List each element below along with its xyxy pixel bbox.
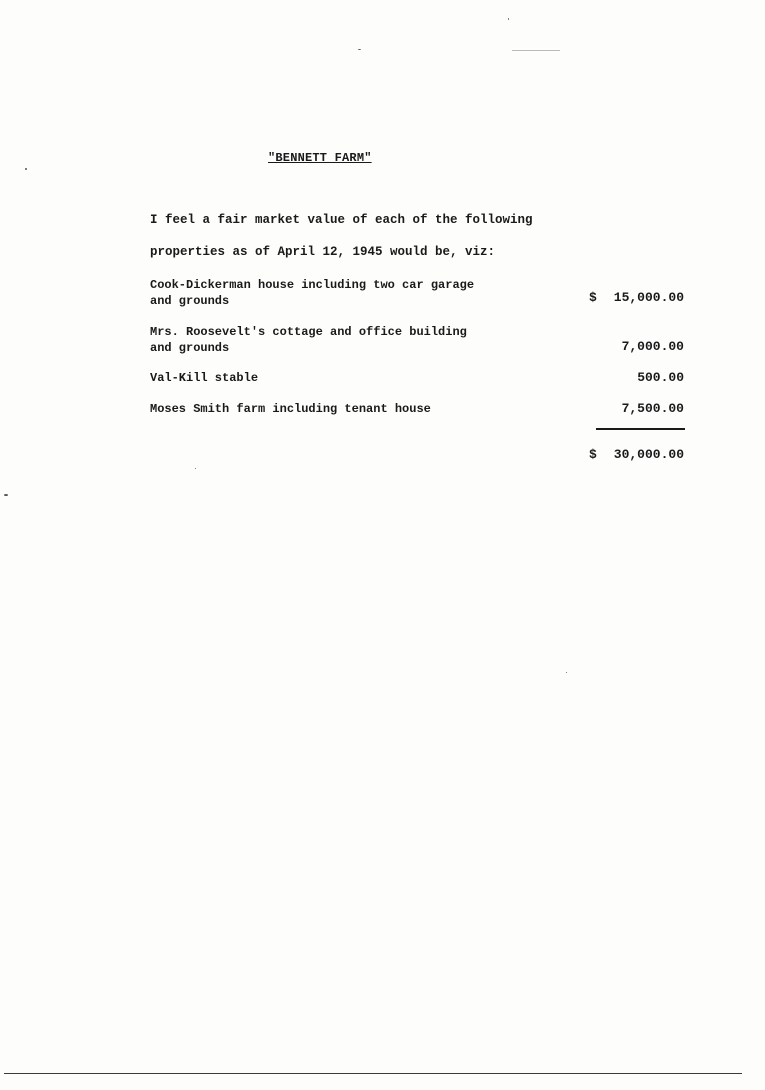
property-item-2-line-1: Mrs. Roosevelt's cottage and office building <box>150 325 467 339</box>
property-item-2-amount: 7,000.00 <box>621 339 684 354</box>
scan-speck <box>4 494 8 496</box>
property-item-1-amount: 15,000.00 <box>613 290 684 305</box>
property-item-3 <box>150 370 258 386</box>
property-item-1 <box>150 277 474 309</box>
document-title: "BENNETT FARM" <box>268 151 372 165</box>
scan-speck <box>566 672 567 673</box>
page-bottom-rule <box>4 1073 742 1074</box>
property-item-1-line-2: and grounds <box>150 294 230 308</box>
scan-speck <box>358 49 361 50</box>
property-item-3-amount: 500.00 <box>637 370 684 385</box>
scan-speck <box>25 168 27 170</box>
scan-speck <box>512 50 560 51</box>
property-item-1-line-1: Cook-Dickerman house including two car garage <box>150 278 475 292</box>
scan-speck <box>195 468 196 469</box>
intro-line-2: properties as of April 12, 1945 would be, viz: <box>150 245 496 259</box>
property-item-3-line-1: Val-Kill stable <box>150 371 259 385</box>
property-item-4 <box>150 401 431 417</box>
property-item-2-line-2: and grounds <box>150 341 230 355</box>
total-amount: 30,000.00 <box>613 447 684 462</box>
scan-speck <box>508 18 509 20</box>
total-rule <box>596 428 685 430</box>
property-item-4-amount: 7,500.00 <box>621 401 684 416</box>
dollar-sign-total: $ <box>589 447 597 462</box>
dollar-sign-item-1: $ <box>589 290 597 305</box>
intro-line-1: I feel a fair market value of each of the following <box>150 213 533 227</box>
property-item-4-line-1: Moses Smith farm including tenant house <box>150 402 431 416</box>
property-item-2 <box>150 324 467 356</box>
